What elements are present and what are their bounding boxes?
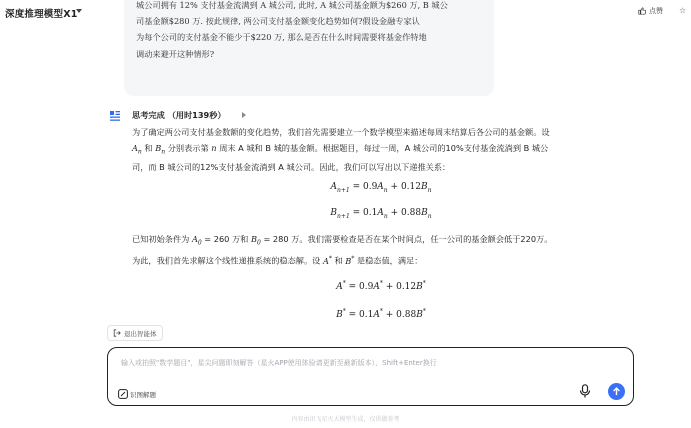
thinking-status[interactable]: 思考完成 （用时139秒） bbox=[132, 110, 226, 120]
equation-3: A* = 0.9A* + 0.12B* bbox=[336, 280, 426, 293]
scan-edit-icon bbox=[118, 389, 128, 399]
question-line: 调动来避开这种情形? bbox=[136, 48, 215, 59]
star-icon[interactable]: ☆ bbox=[679, 6, 687, 15]
equation-1: $A_{n+1} = 0.9A_n + 0.12B_n$ bbox=[330, 182, 432, 194]
answer-body bbox=[132, 125, 630, 323]
answer-paragraph-2: 已知初始条件为 $A_0 = 260$ 万和 $B_0 = 280$ 万。我们需要检查是否在某个时间点，任一公司的基金额会低于220万。 为此，我们首先求解这个线性递推系统的稳态解。设 A* 和 B* 是稳态值，满足： bbox=[132, 233, 553, 266]
question-line: 城公司拥有 12% 支付基金流满到 A 城公司, 此时, A 城公司基金额为$260 万, B 城公 bbox=[136, 0, 448, 10]
image-solve-label: 识图解题 bbox=[130, 390, 156, 399]
exit-agent-label: 退出智能体 bbox=[124, 329, 157, 338]
math-An: $A_n$ bbox=[132, 142, 142, 156]
math-n: n bbox=[211, 142, 217, 153]
equation-4: B* = 0.1A* + 0.88B* bbox=[336, 307, 426, 320]
model-selector[interactable]: 深度推理模型X1 bbox=[5, 9, 78, 20]
expand-arrow-icon[interactable] bbox=[242, 112, 246, 118]
chat-input-placeholder[interactable]: 输入或拍照"数学题目"，星尖问题即刻解答（星火APP使用体验请更新至最新版本），Shift+Enter换行 bbox=[121, 359, 437, 367]
disclaimer-footer: 内容由讯飞星火大模型生成，仅供做参考 bbox=[291, 416, 400, 423]
arrow-up-icon bbox=[612, 387, 621, 396]
thumbs-up-icon bbox=[638, 7, 646, 15]
question-line: 为每个公司的支付基金不能少于$220 万, 那么是否在什么时间需要将基金作特地 bbox=[136, 32, 427, 43]
thinking-grid-icon bbox=[110, 111, 120, 121]
chat-input-box[interactable] bbox=[107, 347, 634, 406]
answer-paragraph-1: 为了确定两公司支付基金数额的变化趋势，我们首先需要建立一个数学模型来描述每周末结算后各公司的基金额。设 $A_n$ 和 $B_n$ 分别表示第 n 周末 A 城和 B 城的基金额。根据题目，每过一周，A 城公司的10%支付基金流淌到 B 城公 司，而 B 城公司的12%支付基金流淌到 A 城公司。因此，我们可以写出以下递推关系： bbox=[132, 127, 550, 172]
send-button[interactable] bbox=[608, 383, 625, 400]
exit-icon bbox=[113, 329, 121, 337]
chevron-down-icon[interactable] bbox=[76, 9, 82, 13]
like-button[interactable] bbox=[638, 6, 663, 16]
question-line: 司基金额$280 万. 按此规律, 两公司支付基金额变化趋势如何?假设金融专家认 bbox=[136, 16, 420, 27]
image-solve-button[interactable] bbox=[118, 389, 156, 399]
equation-2: $B_{n+1} = 0.1A_n + 0.88B_n$ bbox=[330, 208, 432, 221]
microphone-icon[interactable] bbox=[579, 384, 591, 398]
question-text bbox=[136, 0, 481, 62]
math-Bn: $B_n$ bbox=[155, 142, 166, 156]
like-label: 点赞 bbox=[649, 7, 663, 15]
question-card bbox=[124, 0, 494, 96]
exit-agent-button[interactable] bbox=[107, 325, 163, 341]
